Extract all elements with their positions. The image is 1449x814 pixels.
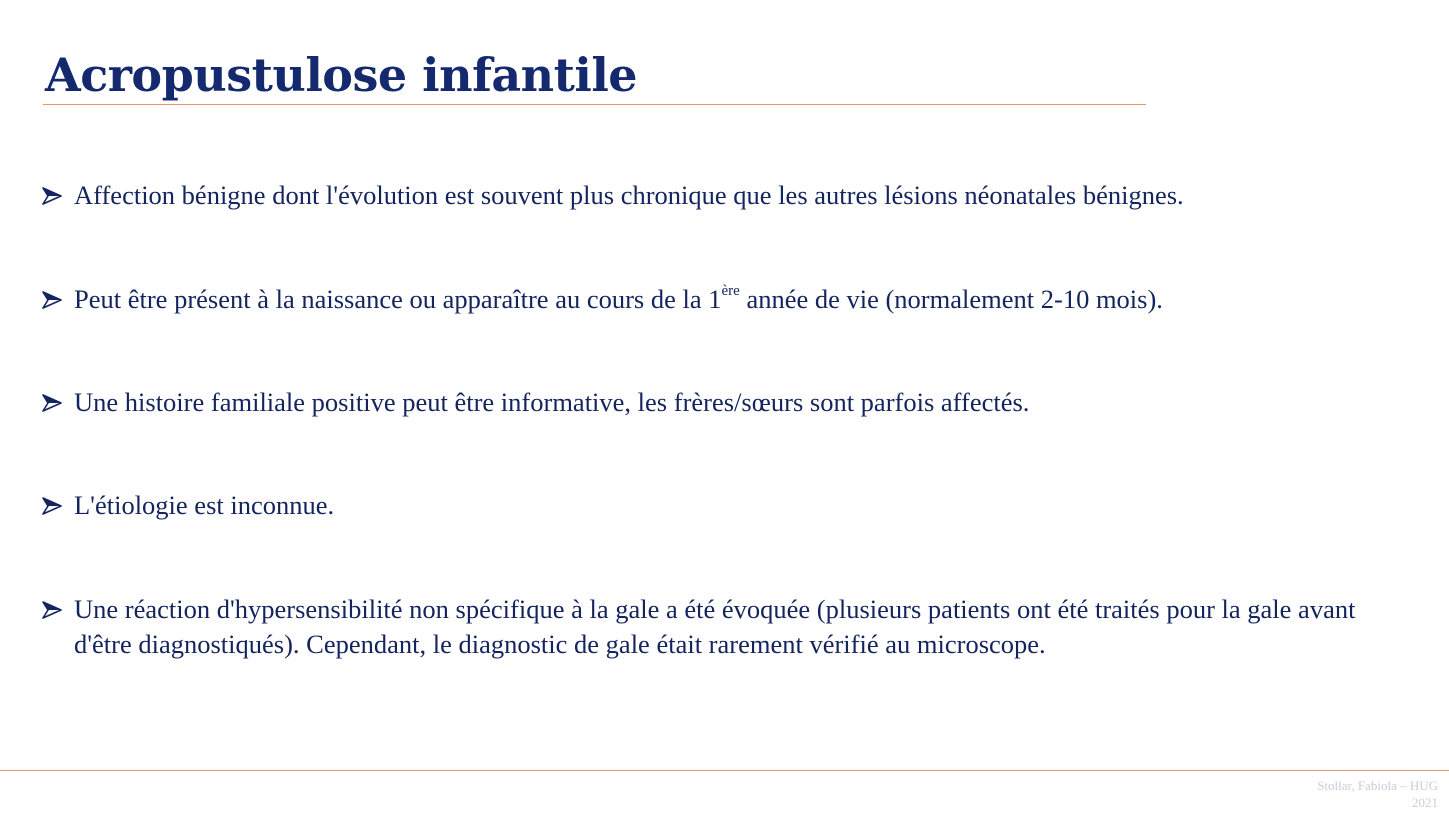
bullet-item [42,385,1422,420]
footer-author: Stollar, Fabiola – HUG [1317,778,1438,793]
bullet-item [42,178,1422,213]
bullet-text: L'étiologie est inconnue. [74,490,335,520]
arrow-bullet-icon [42,488,74,523]
footer-year: 2021 [1412,795,1438,810]
bullet-text: Une histoire familiale positive peut être informative, les frères/sœurs sont parfois affectés. [74,387,1030,417]
footer-rule [0,770,1449,771]
slide-title: Acropustulose infantile [45,48,638,102]
bullet-item [42,282,1422,317]
footer-credit [1317,777,1438,811]
arrow-bullet-icon [42,178,74,213]
bullet-text: Une réaction d'hypersensibilité non spécifique à la gale a été évoquée (plusieurs patients ont été traités pour la gale avant d'être diagnostiqués). Cependant, le diagnostic de gale était rarement vérifié au microscope. [74,594,1356,659]
arrow-bullet-icon [42,282,74,317]
bullet-text-start: Peut être présent à la naissance ou apparaître au cours de la 1 [74,284,722,314]
title-underline [43,104,1146,105]
bullet-text: Affection bénigne dont l'évolution est souvent plus chronique que les autres lésions néonatales bénignes. [74,180,1184,210]
arrow-bullet-icon [42,592,74,627]
arrow-bullet-icon [42,385,74,420]
bullet-item [42,592,1422,662]
bullet-text-end: année de vie (normalement 2-10 mois). [739,284,1163,314]
bullet-text [74,282,1163,317]
bullet-item [42,488,1422,523]
ordinal-superscript: ère [721,283,740,300]
